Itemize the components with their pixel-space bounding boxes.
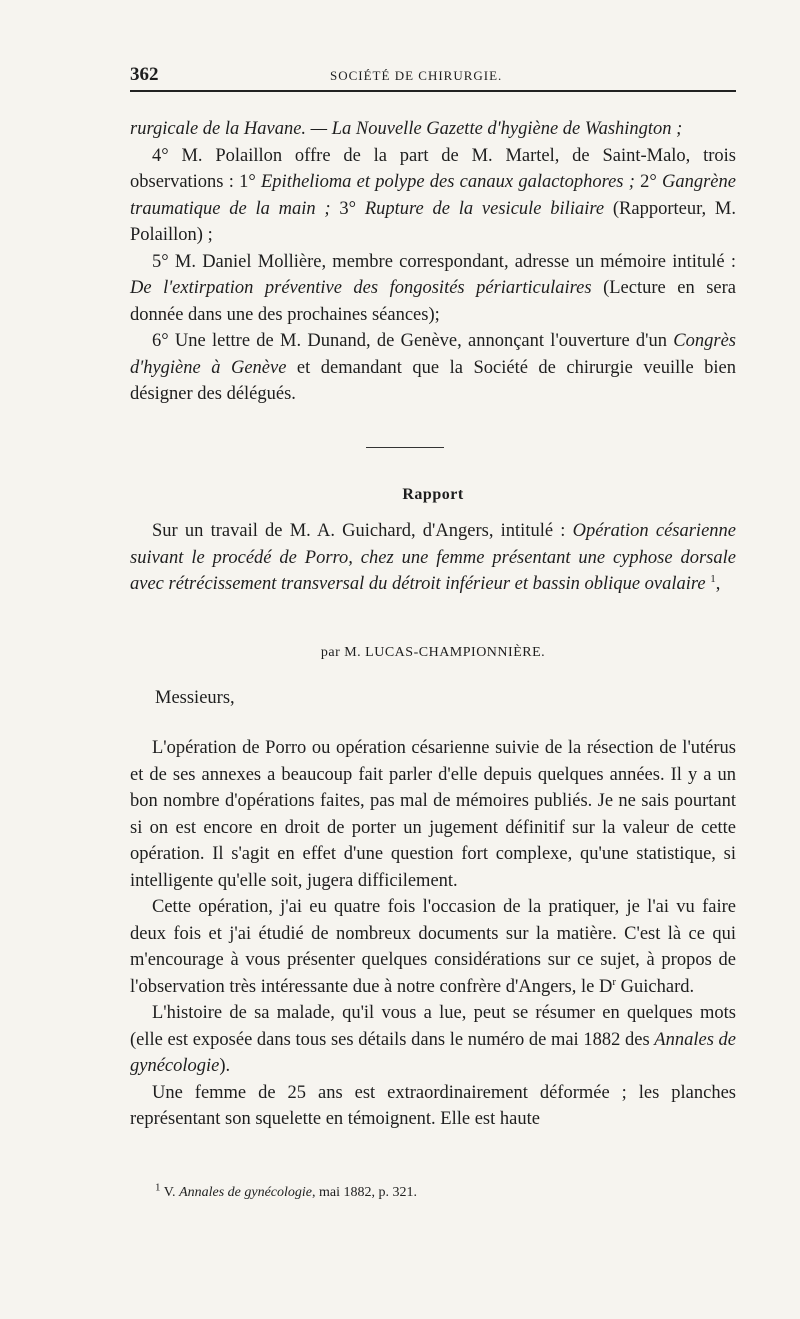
item-5-paragraph: 5° M. Daniel Mollière, membre correspondant, adresse un mémoire intitulé : De l'extirpation préventive des fongosités périarticulaires (Lecture en sera donnée dans une des prochaines séances); <box>130 251 736 325</box>
footnote-ref: 1 <box>710 572 716 585</box>
correspondence-list <box>130 116 736 408</box>
running-head: SOCIÉTÉ DE CHIRURGIE. <box>330 68 503 83</box>
author-byline: par M. LUCAS-CHAMPIONNIÈRE. <box>320 645 546 660</box>
body-paragraph-2: Cette opération, j'ai eu quatre fois l'occasion de la pratiquer, je l'ai vu faire deux fois et j'ai étudié de nombreux documents sur la matière. C'est là ce qui m'encourage à vous présenter quelques considérations sur ce sujet, à propos de l'observation très intéressante due à notre confrère d'Angers, le $D^r$ Guichard. <box>130 897 736 997</box>
body-paragraph-1: L'opération de Porro ou opération césarienne suivie de la résection de l'utérus et de ses annexes a beaucoup fait parler d'elle depuis quelques années. Il y a un bon nombre d'opérations faites, pas mal de mémoires publiés. Je ne sais pourtant si on est encore en droit de porter un jugement définitif sur la valeur de cette opération. Il s'agit en effet d'une question fort complexe, qu'une statistique, si intelligente qu'elle soit, jugera difficilement. <box>130 738 736 891</box>
section-title: Rapport <box>402 486 464 503</box>
continuation-paragraph: rurgicale de la Havane. — La Nouvelle Gazette d'hygiène de Washington ; <box>130 119 683 139</box>
page-header <box>130 64 736 92</box>
body-paragraph-3: L'histoire de sa malade, qu'il vous a lue, peut se résumer en quelques mots (elle est exposée dans tous ses détails dans le numéro de mai 1882 des Annales de gynécologie). <box>130 1003 737 1076</box>
body-paragraph-4: Une femme de 25 ans est extraordinairement déformée ; les planches représentant son squelette en témoignent. Elle est haute <box>130 1082 736 1129</box>
footnote: $^1$ V. Annales de gynécologie, mai 1882, p. 321. <box>155 1181 418 1200</box>
page-number: 362 <box>130 64 159 85</box>
intro-paragraph: Sur un travail de M. A. Guichard, d'Angers, intitulé : Opération césarienne suivant le procédé de Porro, chez une femme présentant une cyphose dorsale avec rétrécissement transversal du détroit inférieur et bassin oblique ovalaire $^1$, <box>130 521 736 594</box>
section-separator <box>366 447 444 448</box>
item-4-paragraph: 4° M. Polaillon offre de la part de M. Martel, de Saint-Malo, trois observations : 1° Epithelioma et polype des canaux galactophores ; 2° Gangrène traumatique de la main ; 3° Rupture de la vesicule biliaire (Rapporteur, M. Polaillon) ; <box>130 145 736 245</box>
report-intro <box>130 518 736 598</box>
report-body <box>130 735 736 1133</box>
item-6-paragraph: 6° Une lettre de M. Dunand, de Genève, annonçant l'ouverture d'un Congrès d'hygiène à Genève et demandant que la Société de chirurgie veuille bien désigner des délégués. <box>130 331 737 404</box>
salutation: Messieurs, <box>155 688 235 708</box>
